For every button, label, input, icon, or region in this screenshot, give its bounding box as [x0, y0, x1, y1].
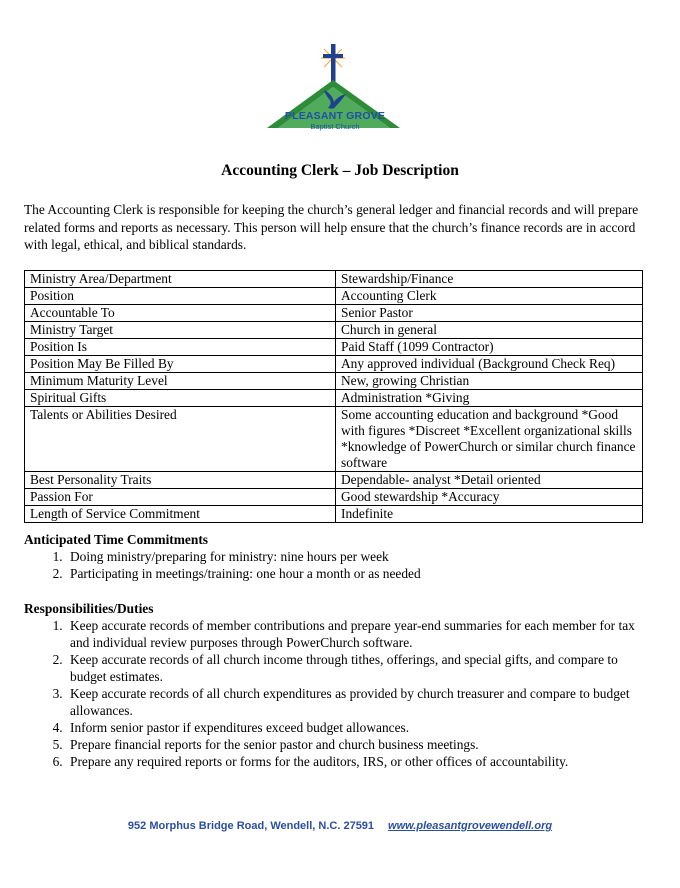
table-value-cell: Any approved individual (Background Check Req)	[336, 356, 643, 373]
table-value-cell: New, growing Christian	[336, 373, 643, 390]
table-key-cell: Best Personality Traits	[25, 472, 336, 489]
table-row	[25, 390, 643, 407]
table-value-cell: Paid Staff (1099 Contractor)	[336, 339, 643, 356]
table-key-cell: Talents or Abilities Desired	[25, 407, 336, 472]
table-row	[25, 407, 643, 472]
duties-heading: Responsibilities/Duties	[24, 601, 154, 616]
table-key-cell: Minimum Maturity Level	[25, 373, 336, 390]
logo-subtitle: Baptist Church	[310, 122, 360, 131]
table-value-cell: Some accounting education and background *Good with figures *Discreet *Excellent organizational skills *knowledge of PowerChurch or similar church finance software	[336, 407, 643, 472]
table-key-cell: Ministry Area/Department	[25, 271, 336, 288]
list-item: 1. Keep accurate records of member contributions and prepare year-end summaries for each member for tax and individual review purposes through PowerChurch software.	[66, 617, 646, 651]
table-key-cell: Position May Be Filled By	[25, 356, 336, 373]
table-row	[25, 373, 643, 390]
table-value-cell: Church in general	[336, 322, 643, 339]
table-key-cell: Length of Service Commitment	[25, 506, 336, 523]
table-key-cell: Accountable To	[25, 305, 336, 322]
time-commitments-list	[24, 548, 646, 582]
table-key-cell: Position	[25, 288, 336, 305]
duties-list	[24, 617, 646, 770]
table-row	[25, 322, 643, 339]
table-row	[25, 339, 643, 356]
table-value-cell: Administration *Giving	[336, 390, 643, 407]
list-item: 4. Inform senior pastor if expenditures exceed budget allowances.	[66, 719, 646, 736]
table-value-cell: Stewardship/Finance	[336, 271, 643, 288]
footer-address: 952 Morphus Bridge Road, Wendell, N.C. 27591	[127, 820, 375, 832]
list-item: 6. Prepare any required reports or forms for the auditors, IRS, or other offices of accountability.	[66, 753, 646, 770]
list-item: 1. Doing ministry/preparing for ministry: nine hours per week	[66, 548, 646, 565]
time-commitments-heading: Anticipated Time Commitments	[24, 532, 208, 547]
table-value-cell: Accounting Clerk	[336, 288, 643, 305]
logo-name: PLEASANT GROVE	[284, 110, 386, 122]
table-row	[25, 271, 643, 288]
table-key-cell: Passion For	[25, 489, 336, 506]
website-link[interactable]: www.pleasantgrovewendell.org	[388, 820, 553, 832]
job-info-table	[24, 270, 643, 523]
list-item: 5. Prepare financial reports for the senior pastor and church business meetings.	[66, 736, 646, 753]
table-row	[25, 472, 643, 489]
page-title: Accounting Clerk – Job Description	[221, 162, 459, 179]
table-value-cell: Indefinite	[336, 506, 643, 523]
table-key-cell: Ministry Target	[25, 322, 336, 339]
table-value-cell: Dependable- analyst *Detail oriented	[336, 472, 643, 489]
table-value-cell: Good stewardship *Accuracy	[336, 489, 643, 506]
list-item: 2. Participating in meetings/training: one hour a month or as needed	[66, 565, 646, 582]
table-row	[25, 489, 643, 506]
table-key-cell: Position Is	[25, 339, 336, 356]
table-row	[25, 356, 643, 373]
table-row	[25, 305, 643, 322]
list-item: 3. Keep accurate records of all church expenditures as provided by church treasurer and compare to budget allowances.	[66, 685, 646, 719]
table-value-cell: Senior Pastor	[336, 305, 643, 322]
table-row	[25, 288, 643, 305]
table-row	[25, 506, 643, 523]
table-key-cell: Spiritual Gifts	[25, 390, 336, 407]
intro-paragraph: The Accounting Clerk is responsible for keeping the church’s general ledger and financial records and will prepare related forms and reports as necessary. This person will help ensure that the church’s finance records are in accord with legal, ethical, and biblical standards.	[24, 202, 639, 252]
list-item: 2. Keep accurate records of all church income through tithes, offerings, and special gifts, and compare to budget estimates.	[66, 651, 646, 685]
footer	[0, 820, 680, 832]
